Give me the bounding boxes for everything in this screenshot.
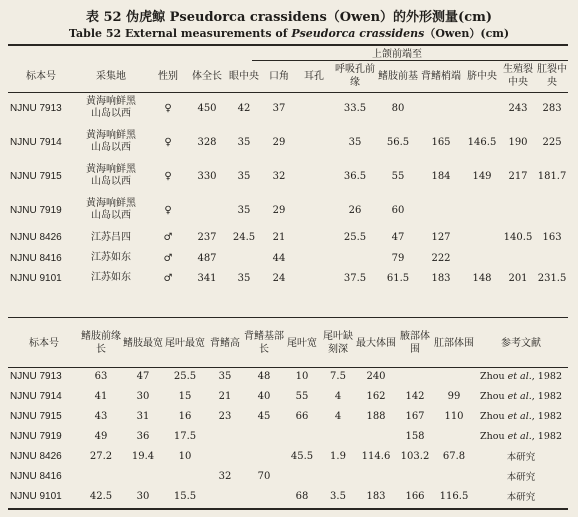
to-mouth: 21	[272, 232, 286, 243]
to-eye: 35	[237, 204, 251, 216]
to-genital: 201	[508, 272, 528, 284]
table1-header-row	[8, 61, 568, 91]
to-ear	[296, 193, 332, 227]
table-separator-rule	[8, 317, 568, 318]
locality-line: 江苏吕四	[91, 231, 131, 243]
measurement-j: 99	[447, 390, 461, 402]
specimen-id: NJNU 7915	[10, 410, 62, 422]
sex: ♂	[163, 232, 173, 243]
measurement-i: 103.2	[400, 450, 430, 462]
col-anus: 肛裂中央	[537, 64, 568, 88]
measurement-c: 15	[178, 390, 192, 402]
to-ear	[296, 227, 332, 248]
reference-author: Zhou	[480, 390, 508, 402]
measurement-d: 35	[218, 370, 232, 382]
measurement-f: 10	[295, 370, 309, 382]
sex: ♀	[164, 170, 172, 182]
locality-line: 黄海响鲜黑	[86, 96, 136, 107]
measurement-j	[434, 466, 474, 486]
locality-line: 黄海响鲜黑	[86, 198, 136, 209]
reference	[474, 486, 568, 506]
measurement-b	[122, 466, 164, 486]
specimen-id: NJNU 7913	[10, 370, 62, 382]
total-length: 328	[197, 136, 217, 148]
sex: ♀	[164, 102, 172, 114]
to-dorsal: 127	[431, 232, 451, 243]
to-eye: 35	[237, 136, 251, 148]
col-eye: 眼中央	[229, 70, 259, 82]
reference-author: 本研究	[506, 492, 536, 503]
sex: ♀	[164, 204, 172, 216]
specimen-id: NJNU 8426	[10, 232, 62, 243]
title-en-prefix: Table 52 External measurements of	[68, 27, 292, 40]
to-ear	[296, 125, 332, 159]
top-rule	[8, 44, 568, 46]
measurement-h: 162	[366, 390, 386, 402]
specimen-id: NJNU 7913	[10, 102, 62, 114]
table-row	[8, 446, 568, 466]
reference-year: , 1982	[531, 410, 562, 422]
to-mouth: 24	[272, 272, 286, 284]
bottom-rule	[8, 508, 568, 510]
col-locality: 采集地	[96, 70, 126, 82]
total-length: 237	[197, 232, 217, 243]
table-row	[8, 366, 568, 386]
measurement-a: 63	[94, 370, 108, 382]
sex: ♀	[164, 136, 172, 148]
measurement-h: 188	[366, 410, 386, 422]
measurement-c: 10	[178, 450, 192, 462]
total-length: 341	[197, 272, 217, 284]
reference	[474, 406, 568, 426]
col2-fluke-width: 尾叶最宽	[165, 337, 205, 349]
col-specimen: 标本号	[26, 70, 56, 82]
measurement-j: 116.5	[439, 490, 469, 502]
to-navel	[464, 193, 500, 227]
locality-line: 黄海响鲜黑	[86, 130, 136, 141]
measurement-f: 55	[295, 390, 309, 402]
measurement-a: 41	[94, 390, 108, 402]
table2-header-row	[8, 320, 568, 366]
locality	[74, 227, 148, 248]
col2-flipper-length: 鳍肢前缘长	[81, 331, 121, 355]
to-flipper: 47	[391, 232, 405, 243]
to-ear	[296, 159, 332, 193]
to-flipper: 80	[391, 102, 405, 114]
measurement-g	[320, 426, 356, 446]
group-header: 上颌前端至	[372, 48, 423, 60]
col2-max-girth: 最大体围	[356, 337, 396, 349]
to-dorsal	[418, 91, 464, 125]
to-navel	[464, 227, 500, 248]
to-blowhole: 35	[348, 136, 362, 148]
table2-header-rule	[8, 367, 568, 368]
measurement-f	[284, 426, 320, 446]
table2-body	[8, 366, 568, 506]
table-row	[8, 268, 568, 288]
table-title-chinese: 表 52 伪虎鲸 Pseudorca crassidens（Owen）的外形测量(cm)	[85, 10, 493, 25]
measurement-a: 43	[94, 410, 108, 422]
specimen-id: NJNU 7919	[10, 430, 62, 442]
to-flipper: 60	[391, 204, 405, 216]
measurement-a: 42.5	[89, 490, 113, 502]
to-genital	[500, 248, 536, 268]
to-dorsal	[418, 193, 464, 227]
col2-anal-girth: 肛部体围	[434, 337, 474, 349]
table1-header-rule	[8, 92, 568, 93]
measurement-a: 27.2	[89, 450, 113, 462]
reference-year: , 1982	[531, 370, 562, 382]
to-blowhole: 26	[348, 204, 362, 216]
measurement-e: 40	[257, 390, 271, 402]
measurement-j: 110	[444, 410, 464, 422]
col2-specimen: 标本号	[29, 337, 59, 349]
to-eye: 35	[237, 272, 251, 284]
to-genital: 243	[508, 102, 528, 114]
to-eye: 35	[237, 170, 251, 182]
col2-dorsal-base: 背鳍基部长	[244, 331, 284, 355]
col-flipper: 鳍肢前基	[378, 70, 418, 82]
table-row	[8, 159, 568, 193]
specimen-id: NJNU 8426	[10, 450, 62, 462]
col-mouth: 口角	[269, 70, 289, 82]
measurement-j	[434, 426, 474, 446]
reference-author: Zhou	[480, 430, 508, 442]
table-row	[8, 406, 568, 426]
title-en-suffix: （Owen）(cm)	[424, 27, 510, 40]
to-anus: 181.7	[537, 170, 567, 182]
table-row	[8, 91, 568, 125]
total-length: 330	[197, 170, 217, 182]
to-mouth: 29	[272, 204, 286, 216]
to-ear	[296, 248, 332, 268]
total-length: 487	[197, 252, 217, 264]
reference	[474, 366, 568, 386]
specimen-id: NJNU 8416	[10, 470, 62, 482]
measurement-i: 167	[405, 410, 425, 422]
specimen-id: NJNU 7915	[10, 170, 62, 182]
to-flipper: 79	[391, 252, 405, 264]
to-mouth: 29	[272, 136, 286, 148]
col-blowhole: 呼吸孔前缘	[335, 64, 375, 88]
measurement-g: 7.5	[330, 370, 346, 382]
to-blowhole: 33.5	[343, 102, 367, 114]
sex: ♂	[163, 252, 173, 264]
measurement-i: 142	[405, 390, 425, 402]
measurement-b: 31	[136, 410, 150, 422]
to-genital	[500, 193, 536, 227]
specimen-id: NJNU 7914	[10, 136, 62, 148]
table-row	[8, 486, 568, 506]
measurement-f: 45.5	[290, 450, 314, 462]
table-row	[8, 125, 568, 159]
locality	[74, 125, 148, 159]
measurement-c: 15.5	[173, 490, 197, 502]
specimen-id: NJNU 7914	[10, 390, 62, 402]
measurement-i: 166	[405, 490, 425, 502]
specimen-id: NJNU 7919	[10, 204, 62, 216]
table-row	[8, 227, 568, 248]
measurement-e: 70	[257, 470, 271, 482]
measurement-c: 25.5	[173, 370, 197, 382]
reference-author: Zhou	[480, 370, 508, 382]
measurement-i	[396, 366, 434, 386]
measurement-f: 66	[295, 410, 309, 422]
col2-notch: 尾叶缺刻深	[323, 331, 353, 355]
locality-line: 山岛以西	[91, 108, 131, 119]
locality	[74, 248, 148, 268]
to-ear	[296, 91, 332, 125]
reference-etal: et al.	[507, 370, 532, 382]
to-blowhole	[332, 248, 378, 268]
measurement-j: 67.8	[442, 450, 466, 462]
group-header-rule	[252, 60, 568, 61]
measurement-g: 4	[334, 390, 342, 402]
to-blowhole: 36.5	[343, 170, 367, 182]
measurement-c: 16	[178, 410, 192, 422]
reference	[474, 426, 568, 446]
measurement-h: 114.6	[361, 450, 391, 462]
measurement-c: 17.5	[173, 430, 197, 442]
to-anus: 283	[542, 102, 562, 114]
col-sex: 性别	[158, 70, 178, 82]
measurement-b: 47	[136, 370, 150, 382]
measurement-i: 158	[405, 430, 425, 442]
reference-author: 本研究	[506, 452, 536, 463]
measurement-e	[244, 486, 284, 506]
total-length: 450	[197, 102, 217, 114]
to-dorsal: 222	[431, 252, 451, 264]
measurement-e	[244, 446, 284, 466]
specimen-id: NJNU 9101	[10, 272, 62, 284]
to-dorsal: 184	[431, 170, 451, 182]
measurement-g	[320, 466, 356, 486]
locality	[74, 268, 148, 288]
specimen-id: NJNU 8416	[10, 252, 62, 264]
specimen-id: NJNU 9101	[10, 490, 62, 502]
measurement-d	[206, 486, 244, 506]
locality-line: 江苏如东	[91, 252, 131, 263]
to-blowhole: 25.5	[343, 232, 367, 243]
table-row	[8, 466, 568, 486]
to-eye	[226, 248, 262, 268]
to-genital: 217	[508, 170, 528, 182]
measurement-e: 48	[257, 370, 271, 382]
measurement-g: 1.9	[330, 450, 346, 462]
to-navel: 146.5	[467, 136, 497, 148]
measurement-table-1	[8, 47, 568, 288]
total-length	[188, 193, 226, 227]
measurement-i	[396, 466, 434, 486]
measurement-f: 68	[295, 490, 309, 502]
measurement-h	[356, 466, 396, 486]
measurement-d	[206, 426, 244, 446]
measurement-g: 4	[334, 410, 342, 422]
measurement-f	[284, 466, 320, 486]
reference-etal: et al.	[507, 430, 532, 442]
table-row	[8, 386, 568, 406]
reference-author: 本研究	[506, 472, 536, 483]
locality-line: 黄海响鲜黑	[86, 164, 136, 175]
title-en-species: Pseudorca crassidens	[291, 27, 425, 40]
locality	[74, 91, 148, 125]
to-dorsal: 165	[431, 136, 451, 148]
reference-etal: et al.	[507, 390, 532, 402]
measurement-e: 45	[257, 410, 271, 422]
measurement-h	[356, 426, 396, 446]
reference-etal: et al.	[507, 410, 532, 422]
col-dorsal: 背鳍梢端	[421, 70, 461, 82]
locality-line: 山岛以西	[91, 142, 131, 153]
measurement-b: 36	[136, 430, 150, 442]
locality-line: 山岛以西	[91, 210, 131, 221]
to-mouth: 37	[272, 102, 286, 114]
measurement-d	[206, 446, 244, 466]
reference	[474, 446, 568, 466]
col-ear: 耳孔	[304, 70, 324, 82]
col-genital: 生殖裂中央	[503, 64, 533, 88]
to-anus	[536, 193, 568, 227]
to-mouth: 32	[272, 170, 286, 182]
to-anus: 225	[542, 136, 562, 148]
measurement-j	[434, 366, 474, 386]
to-anus	[536, 248, 568, 268]
measurement-table-2	[8, 320, 568, 506]
to-genital: 140.5	[503, 232, 533, 243]
table-row	[8, 248, 568, 268]
to-ear	[296, 268, 332, 288]
col2-axillary-girth: 腋部体围	[400, 331, 430, 355]
to-navel	[464, 91, 500, 125]
locality-line: 山岛以西	[91, 176, 131, 187]
to-flipper: 61.5	[386, 272, 410, 284]
col2-flipper-width: 鳍肢最宽	[123, 337, 163, 349]
table1-body	[8, 91, 568, 288]
measurement-d: 21	[218, 390, 232, 402]
to-navel	[464, 248, 500, 268]
locality	[74, 193, 148, 227]
col-total-length: 体全长	[192, 70, 222, 82]
locality-line: 江苏如东	[91, 272, 131, 283]
table-row	[8, 193, 568, 227]
to-flipper: 56.5	[386, 136, 410, 148]
reference	[474, 466, 568, 486]
measurement-b: 30	[136, 390, 150, 402]
to-anus: 231.5	[537, 272, 567, 284]
locality	[74, 159, 148, 193]
measurement-a: 49	[94, 430, 108, 442]
measurement-h: 240	[366, 370, 386, 382]
to-flipper: 55	[391, 170, 405, 182]
measurement-e	[244, 426, 284, 446]
to-navel: 149	[472, 170, 492, 182]
col-navel: 脐中央	[467, 70, 497, 82]
col2-reference: 参考文献	[501, 337, 541, 349]
to-navel: 148	[472, 272, 492, 284]
table-title-english	[0, 25, 578, 41]
reference	[474, 386, 568, 406]
to-eye: 42	[237, 102, 251, 114]
col2-fluke-width2: 尾叶宽	[287, 337, 317, 349]
measurement-a	[80, 466, 122, 486]
table-row	[8, 426, 568, 446]
measurement-d: 23	[218, 410, 232, 422]
measurement-c	[164, 466, 206, 486]
measurement-b: 19.4	[131, 450, 155, 462]
col2-dorsal-height: 背鳍高	[210, 337, 240, 349]
to-eye: 24.5	[232, 232, 256, 243]
reference-year: , 1982	[531, 390, 562, 402]
measurement-h: 183	[366, 490, 386, 502]
to-genital: 190	[508, 136, 528, 148]
measurement-g: 3.5	[330, 490, 346, 502]
reference-year: , 1982	[531, 430, 562, 442]
sex: ♂	[163, 272, 173, 284]
to-anus: 163	[542, 232, 562, 243]
reference-author: Zhou	[480, 410, 508, 422]
measurement-d: 32	[218, 470, 232, 482]
to-mouth: 44	[272, 252, 286, 264]
measurement-b: 30	[136, 490, 150, 502]
to-dorsal: 183	[431, 272, 451, 284]
to-blowhole: 37.5	[343, 272, 367, 284]
